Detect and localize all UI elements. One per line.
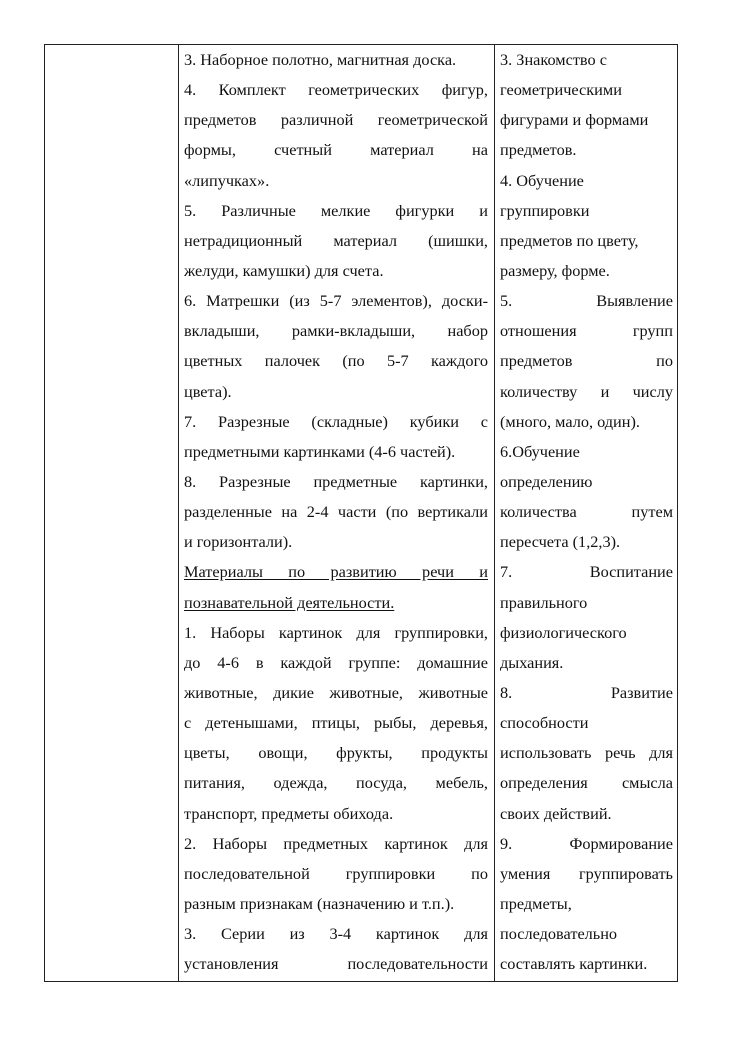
goals-line: 9. Формирование <box>500 833 673 853</box>
goals-line: 3. Знакомство с <box>500 50 607 69</box>
column-divider-right <box>494 45 495 981</box>
materials-line: цветных палочек (по 5-7 каждого <box>184 351 488 371</box>
goals-line: предметов по цвету, <box>500 230 639 250</box>
goals-line: количества путем <box>500 502 673 522</box>
goals-line: определения смысла <box>500 773 673 793</box>
materials-line: вкладыши, рамки-вкладыши, набор <box>184 321 488 341</box>
materials-line: 3. Наборное полотно, магнитная доска. <box>184 50 457 69</box>
materials-line: питания, одежда, посуда, мебель, <box>184 773 488 793</box>
materials-line: установления последовательности <box>184 954 488 974</box>
materials-line: цвета). <box>184 381 232 401</box>
goals-line: дыхания. <box>500 652 564 672</box>
materials-line: «липучках». <box>184 170 270 190</box>
materials-line: разделенные на 2-4 части (по вертикали <box>184 502 488 522</box>
materials-line: 2. Наборы предметных картинок для <box>184 833 488 853</box>
materials-line: 3. Серии из 3-4 картинок для <box>184 924 488 944</box>
goals-line: геометрическими <box>500 80 622 100</box>
materials-column <box>184 45 488 979</box>
goals-line: фигурами и формами <box>500 110 649 130</box>
materials-line: 4. Комплект геометрических фигур, <box>184 80 488 100</box>
materials-line: до 4-6 в каждой группе: домашние <box>184 652 488 672</box>
goals-line: 6.Обучение <box>500 441 580 461</box>
goals-line: 4. Обучение <box>500 170 584 190</box>
goals-line: составлять картинки. <box>500 954 648 974</box>
materials-line: с детенышами, птицы, рыбы, деревья, <box>184 713 488 733</box>
materials-line: и горизонтали). <box>184 532 293 552</box>
goals-line: отношения групп <box>500 321 673 341</box>
goals-line: предметов. <box>500 140 577 160</box>
goals-line: умения группировать <box>500 863 673 883</box>
materials-line: формы, счетный материал на <box>184 140 488 160</box>
column-divider-left <box>178 45 179 981</box>
materials-line: Материалы по развитию речи и <box>184 562 488 582</box>
goals-line: 8. Развитие <box>500 682 673 702</box>
goals-line: 7. Воспитание <box>500 562 673 582</box>
goals-line: размеру, форме. <box>500 260 610 280</box>
goals-line: предметы, <box>500 893 572 913</box>
document-table <box>44 44 678 982</box>
materials-line: последовательной группировки по <box>184 863 488 883</box>
goals-line: использовать речь для <box>500 743 673 763</box>
materials-line: 8. Разрезные предметные картинки, <box>184 471 488 491</box>
materials-line: 6. Матрешки (из 5-7 элементов), доски- <box>184 291 488 311</box>
materials-line: предметными картинками (4-6 частей). <box>184 441 456 461</box>
materials-line: познавательной деятельности. <box>184 592 395 612</box>
materials-line: животные, дикие животные, животные <box>184 682 488 702</box>
goals-line: (много, мало, один). <box>500 411 640 431</box>
materials-line: 1. Наборы картинок для группировки, <box>184 622 488 642</box>
goals-line: предметов по <box>500 351 673 371</box>
goals-column <box>500 45 673 979</box>
materials-line: желуди, камушки) для счета. <box>184 260 384 280</box>
goals-line: определению <box>500 471 593 491</box>
goals-line: способности <box>500 713 589 733</box>
materials-line: нетрадиционный материал (шишки, <box>184 230 488 250</box>
materials-line: 5. Различные мелкие фигурки и <box>184 200 488 220</box>
materials-line: транспорт, предметы обихода. <box>184 803 394 823</box>
materials-line: предметов различной геометрической <box>184 110 488 130</box>
goals-line: правильного <box>500 592 588 612</box>
materials-line: разным признакам (назначению и т.п.). <box>184 893 455 913</box>
goals-line: физиологического <box>500 622 627 642</box>
goals-line: 5. Выявление <box>500 291 673 311</box>
goals-line: последовательно <box>500 924 618 944</box>
goals-line: количеству и числу <box>500 381 673 401</box>
goals-line: своих действий. <box>500 803 612 823</box>
materials-line: 7. Разрезные (складные) кубики с <box>184 411 488 431</box>
goals-line: пересчета (1,2,3). <box>500 532 621 552</box>
goals-line: группировки <box>500 200 590 220</box>
materials-line: цветы, овощи, фрукты, продукты <box>184 743 488 763</box>
